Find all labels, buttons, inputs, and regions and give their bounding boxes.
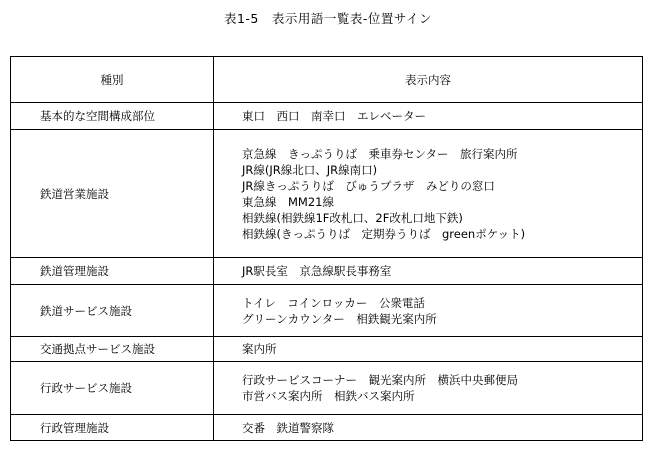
kind-cell: 基本的な空間構成部位 [11, 103, 214, 130]
kind-cell: 交通拠点サービス施設 [11, 337, 214, 362]
content-cell [214, 103, 643, 130]
table-row [11, 415, 643, 441]
content-line: 案内所 [242, 342, 277, 356]
table-row [11, 285, 643, 337]
content-line: トイレ コインロッカー 公衆電話 [242, 295, 425, 310]
column-header-kind: 種別 [11, 57, 214, 103]
table-row [11, 362, 643, 415]
content-line: JR線きっぷうりば びゅうプラザ みどりの窓口 [242, 178, 495, 193]
table-header-row [11, 57, 643, 103]
content-cell [214, 130, 643, 258]
content-cell [214, 258, 643, 285]
table-row [11, 103, 643, 130]
content-line: 市営バス案内所 相鉄バス案内所 [242, 389, 415, 403]
content-line: 行政サービスコーナー 観光案内所 横浜中央郵便局 [242, 373, 518, 387]
content-line: グリーンカウンター 相鉄観光案内所 [242, 311, 437, 326]
table-row [11, 258, 643, 285]
content-cell [214, 285, 643, 337]
content-cell [214, 415, 643, 441]
content-cell [214, 337, 643, 362]
kind-cell: 鉄道営業施設 [11, 130, 214, 258]
table-row [11, 337, 643, 362]
kind-cell: 鉄道サービス施設 [11, 285, 214, 337]
kind-cell: 行政管理施設 [11, 415, 214, 441]
content-line: 京急線 きっぷうりば 乗車券センター 旅行案内所 [242, 146, 518, 161]
content-line: JR駅長室 京急線駅長事務室 [242, 264, 392, 278]
kind-cell: 行政サービス施設 [11, 362, 214, 415]
kind-cell: 鉄道管理施設 [11, 258, 214, 285]
page-title: 表1-5 表示用語一覧表-位置サイン [223, 11, 433, 26]
content-line: 交番 鉄道警察隊 [242, 420, 334, 435]
content-line: 東急線 MM21線 [242, 194, 334, 209]
table-row [11, 130, 643, 258]
sign-terms-table [10, 56, 643, 441]
column-header-content: 表示内容 [214, 57, 643, 103]
content-line: 相鉄線(きっぷうりば 定期券うりば greenポケット) [242, 226, 526, 241]
content-line: 相鉄線(相鉄線1F改札口、2F改札口地下鉄) [242, 210, 463, 225]
content-cell [214, 362, 643, 415]
content-line: JR線(JR線北口、JR線南口) [242, 162, 378, 177]
content-line: 東口 西口 南幸口 エレベーター [242, 109, 426, 123]
